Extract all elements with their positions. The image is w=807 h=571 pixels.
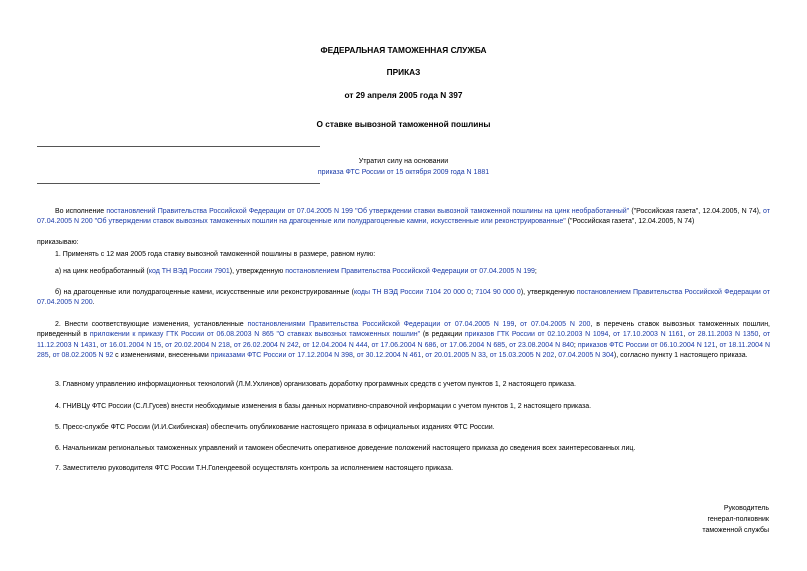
- status-note: Утратил силу на основании: [358, 158, 449, 165]
- item-2-link[interactable]: от 28.11.2003 N 1350: [688, 331, 759, 339]
- divider-top: [37, 146, 320, 147]
- item-2-text: (в редакции: [420, 331, 465, 339]
- item-2-text: ,: [683, 331, 689, 339]
- item-1b-decree-link[interactable]: постановлением Правительства Российской Федерации от 07.04.2005 N 200: [37, 289, 771, 307]
- item-2-text: ,: [352, 352, 357, 360]
- item-2-text: ;: [573, 341, 578, 349]
- item-1a-text: ), утвержденную: [229, 268, 286, 275]
- item-3: 3. Главному управлению информационных технологий (Л.М.Ухлинов) организовать доработку программных средств с учетом пунктов 1, 2 настоящего приказа.: [55, 381, 576, 388]
- item-2-text: ,: [554, 352, 559, 360]
- item-2-link[interactable]: от 08.02.2005 N 92: [52, 352, 114, 360]
- item-2-link[interactable]: от 20.01.2005 N 33: [425, 352, 486, 360]
- orders-label: приказываю:: [37, 239, 79, 246]
- item-2-link[interactable]: от 26.02.2004 N 242: [233, 341, 299, 349]
- item-5: 5. Пресс-службе ФТС России (И.И.Скибинская) обеспечить опубликование настоящего приказа в официальных изданиях ФТС России.: [55, 424, 495, 431]
- item-2-link[interactable]: постановлениями Правительства Российской Федерации от 07.04.2005 N 199: [247, 321, 515, 328]
- intro-paragraph: [37, 207, 770, 228]
- org-title: ФЕДЕРАЛЬНАЯ ТАМОЖЕННАЯ СЛУЖБА: [320, 45, 487, 55]
- item-2-text: ,: [367, 341, 372, 349]
- doc-date-number: от 29 апреля 2005 года N 397: [344, 90, 463, 100]
- item-2-text: с изменениями, внесенными: [113, 352, 211, 360]
- item-2-text: ), согласно пункту 1 настоящего приказа.: [613, 352, 748, 360]
- item-2-text: ,: [715, 341, 720, 349]
- intro-text-3: ("Российская газета", 12.04.2005, N 74): [565, 218, 695, 226]
- item-1: 1. Применять с 12 мая 2005 года ставку вывозной таможенной пошлины в размере, равном нулю:: [55, 251, 376, 258]
- item-2-link[interactable]: от 20.02.2004 N 218: [165, 341, 230, 349]
- item-2-text: 2. Внести соответствующие изменения, установленные: [55, 321, 248, 328]
- item-2-link[interactable]: от 07.04.2005 N 200: [520, 321, 591, 328]
- item-1b-text: ;: [471, 289, 476, 296]
- item-2-text: ,: [485, 352, 490, 360]
- item-2: [37, 320, 770, 362]
- item-2-text: ,: [229, 341, 234, 349]
- item-2-text: ,: [48, 352, 53, 360]
- item-1b-code-link-2[interactable]: 7104 90 000 0: [475, 289, 521, 296]
- doc-subject: О ставке вывозной таможенной пошлины: [316, 119, 491, 129]
- item-2-link[interactable]: от 11.12.2003 N 1431: [37, 331, 771, 349]
- item-1b-text: .: [92, 299, 95, 307]
- item-2-link[interactable]: от 12.04.2004 N 444: [302, 341, 368, 349]
- item-2-text: ,: [96, 341, 101, 349]
- intro-link-1[interactable]: постановлений Правительства Российской Федерации от 07.04.2005 N 199 "Об утверждении ставки вывозной таможенной пошлины на цинк необработанный": [106, 208, 630, 215]
- intro-link-2[interactable]: от 07.04.2005 N 200 "Об утверждении ставок вывозных таможенных пошлин на драгоценные или полудрагоценные камни, искусственные или реконструированные": [37, 208, 770, 226]
- item-2-text: ,: [161, 341, 166, 349]
- item-2-text: ,: [505, 341, 510, 349]
- doc-type: ПРИКАЗ: [386, 67, 421, 77]
- item-2-link[interactable]: приложении к приказу ГТК России от 06.08.2003 N 865 "О ставках вывозных таможенных пошлин": [89, 331, 421, 339]
- item-2-text: ,: [421, 352, 426, 360]
- item-1b: [37, 288, 770, 309]
- item-2-text: ,: [298, 341, 303, 349]
- intro-text-1: Во исполнение: [55, 208, 107, 215]
- item-2-link[interactable]: 07.04.2005 N 304: [558, 352, 614, 360]
- item-2-link[interactable]: от 18.11.2004 N 285: [37, 341, 771, 360]
- item-2-text: ,: [436, 341, 441, 349]
- item-1a-decree-link[interactable]: постановлением Правительства Российской Федерации от 07.04.2005 N 199: [285, 268, 535, 275]
- item-1b-text: ), утвержденную: [520, 289, 577, 296]
- divider-bottom: [37, 183, 320, 184]
- item-2-text: ,: [514, 321, 521, 328]
- item-7: 7. Заместителю руководителя ФТС России Т.Н.Голендеевой осуществлять контроль за исполнением настоящего приказа.: [55, 465, 454, 472]
- signature-line-1: Руководитель: [723, 505, 769, 512]
- status-link[interactable]: приказа ФТС России от 15 октября 2009 года N 1881: [317, 169, 490, 176]
- item-1a: [37, 267, 770, 277]
- item-1a-text: а) на цинк необработанный (: [55, 268, 149, 275]
- signature-line-2: генерал-полковник: [707, 516, 769, 523]
- item-1a-code-link[interactable]: код ТН ВЭД России 7901: [148, 268, 230, 275]
- item-2-link[interactable]: приказами ФТС России от 17.12.2004 N 398: [210, 352, 353, 360]
- item-2-text: ,: [758, 331, 764, 339]
- item-1b-code-link-1[interactable]: коды ТН ВЭД России 7104 20 000 0: [353, 289, 472, 296]
- signature-line-3: таможенной службы: [702, 527, 769, 534]
- item-4: 4. ГНИВЦу ФТС России (С.Л.Гусев) внести необходимые изменения в базы данных нормативно-справочной информации с учетом пунктов 1, 2 настоящего приказа.: [55, 403, 592, 410]
- item-2-link[interactable]: приказов ФТС России от 06.10.2004 N 121: [577, 341, 716, 349]
- item-1b-text: б) на драгоценные или полудрагоценные камни, искусственные или реконструированные (: [55, 289, 354, 296]
- status-link-line: [0, 168, 807, 178]
- item-2-link[interactable]: от 23.08.2004 N 840: [509, 341, 574, 349]
- item-1a-text: ;: [534, 268, 537, 275]
- intro-text-2: ("Российская газета", 12.04.2005, N 74),: [629, 208, 764, 215]
- item-2-link[interactable]: от 16.01.2004 N 15: [100, 341, 162, 349]
- item-2-link[interactable]: от 17.06.2004 N 686: [371, 341, 437, 349]
- item-2-link[interactable]: от 17.10.2003 N 1161: [613, 331, 684, 339]
- item-2-link[interactable]: от 17.06.2004 N 685: [440, 341, 506, 349]
- item-2-text: , в перечень ставок вывозных таможенных пошлин, приведенный в: [37, 321, 770, 339]
- item-6: 6. Начальникам региональных таможенных управлений и таможен обеспечить оперативное доведение положений настоящего приказа до сведения всех заинтересованных лиц.: [55, 445, 636, 452]
- item-2-link[interactable]: от 30.12.2004 N 461: [356, 352, 422, 360]
- item-2-link[interactable]: приказов ГТК России от 02.10.2003 N 1094: [464, 331, 609, 339]
- item-2-text: ,: [608, 331, 614, 339]
- item-2-link[interactable]: от 15.03.2005 N 202: [489, 352, 555, 360]
